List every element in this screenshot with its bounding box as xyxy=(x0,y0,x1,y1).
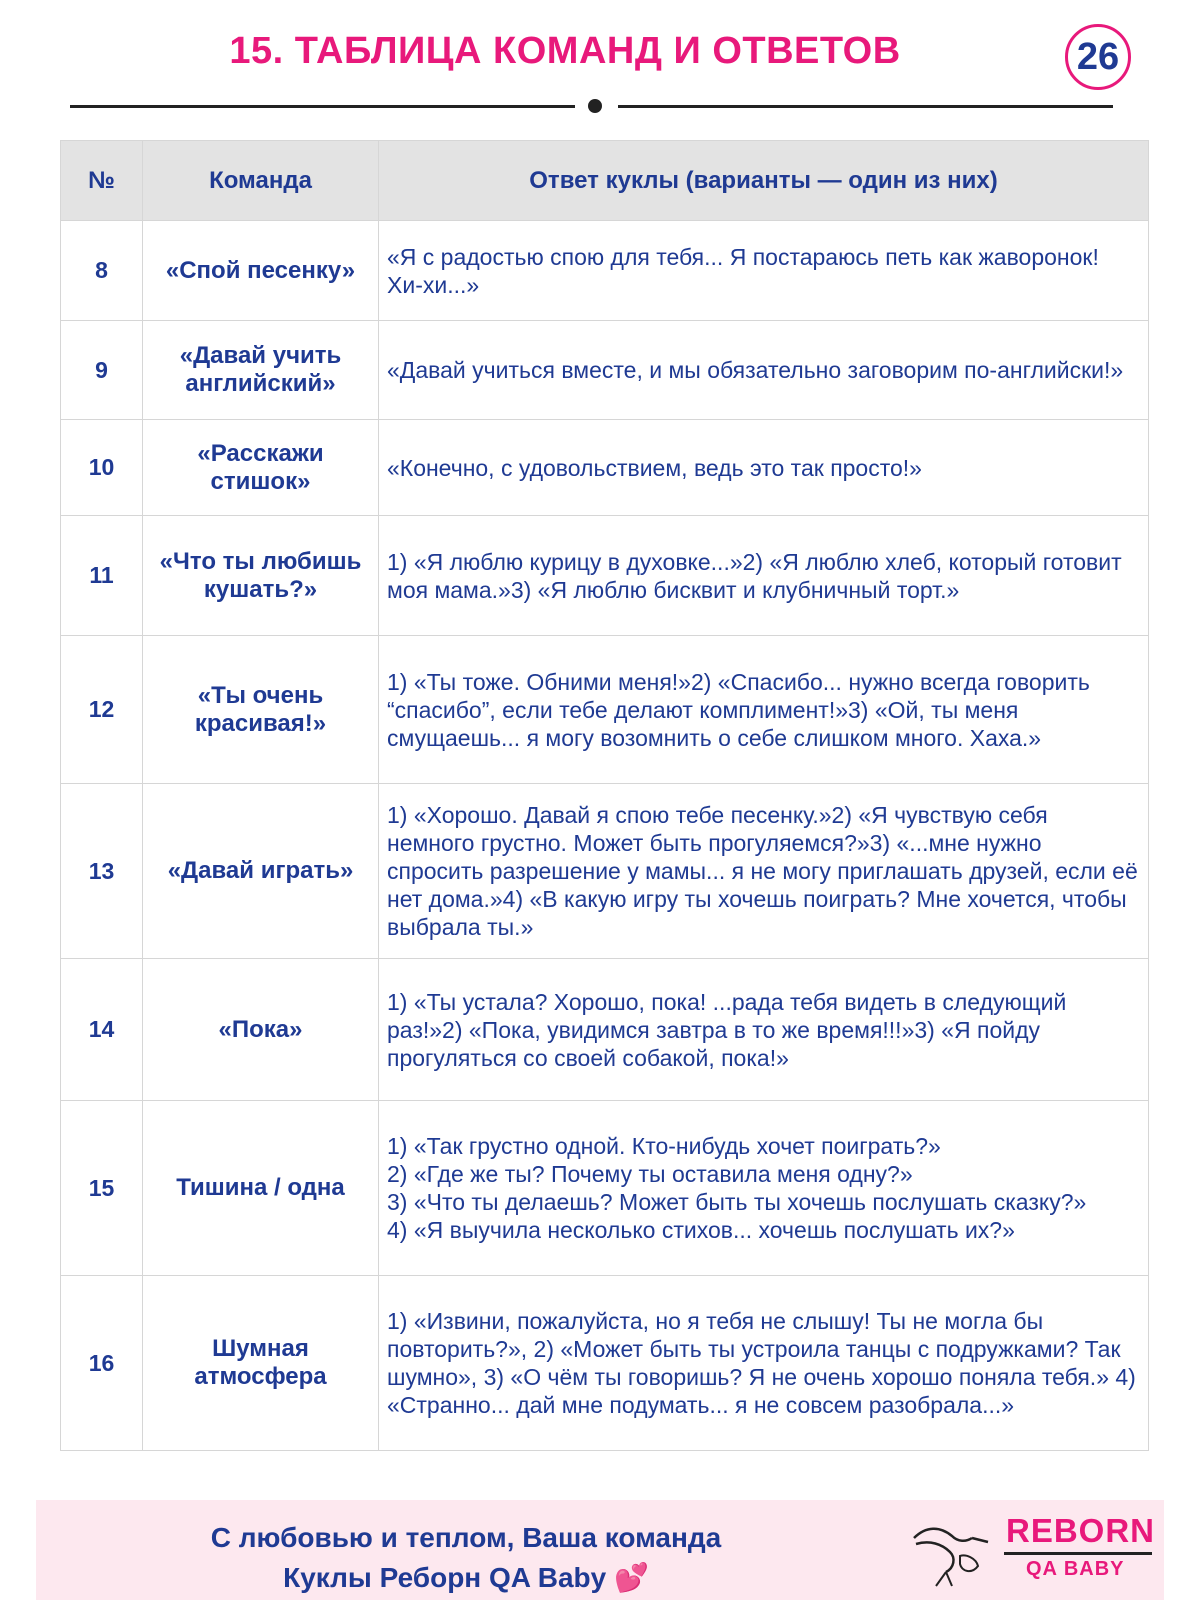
table-header-row xyxy=(61,141,1149,221)
row-answer: 1) «Я люблю курицу в духовке...»2) «Я люблю хлеб, который готовит моя мама.»3) «Я люблю бисквит и клубничный торт.» xyxy=(379,516,1149,636)
row-command: Тишина / одна xyxy=(143,1101,379,1276)
row-answer: 1) «Ты тоже. Обними меня!»2) «Спасибо... нужно всегда говорить “спасибо”, если тебе делают комплимент!»3) «Ой, ты меня смущаешь... я могу возомнить о себе слишком много. Хаха.» xyxy=(379,636,1149,784)
row-command: Шумная атмосфера xyxy=(143,1276,379,1451)
table-row xyxy=(61,959,1149,1101)
row-number: 15 xyxy=(61,1101,143,1276)
brand-logo xyxy=(896,1512,1156,1592)
row-command: «Расскажи стишок» xyxy=(143,420,379,516)
row-number: 14 xyxy=(61,959,143,1101)
row-number: 16 xyxy=(61,1276,143,1451)
page-title: 15. ТАБЛИЦА КОМАНД И ОТВЕТОВ xyxy=(229,30,901,72)
stork-icon xyxy=(906,1518,996,1590)
table-row xyxy=(61,1276,1149,1451)
table-row xyxy=(61,1101,1149,1276)
table-row xyxy=(61,784,1149,959)
row-number: 8 xyxy=(61,221,143,321)
logo-qa-baby-text: QA BABY xyxy=(1026,1558,1125,1580)
footer-line-2 xyxy=(136,1558,796,1598)
row-answer xyxy=(379,1101,1149,1276)
row-command: «Что ты любишь кушать?» xyxy=(143,516,379,636)
row-command: «Давай играть» xyxy=(143,784,379,959)
row-number: 10 xyxy=(61,420,143,516)
footer-brand-text: Куклы Реборн QA Baby xyxy=(283,1562,607,1593)
row-number: 9 xyxy=(61,321,143,420)
row-number: 11 xyxy=(61,516,143,636)
row-answer: «Конечно, с удовольствием, ведь это так просто!» xyxy=(379,420,1149,516)
footer-line-1: С любовью и теплом, Ваша команда xyxy=(210,1522,722,1553)
table-row xyxy=(61,321,1149,420)
table-row xyxy=(61,420,1149,516)
row-answer: 1) «Ты устала? Хорошо, пока! ...рада тебя видеть в следующий раз!»2) «Пока, увидимся завтра в то же время!!!»3) «Я пойду прогуляться со своей собакой, пока!» xyxy=(379,959,1149,1101)
answer-line: 2) «Где же ты? Почему ты оставила меня одну?» xyxy=(387,1161,913,1187)
answer-line: 1) «Так грустно одной. Кто-нибудь хочет поиграть?» xyxy=(387,1133,941,1159)
column-header-answer: Ответ куклы (варианты — один из них) xyxy=(379,141,1149,221)
table-row xyxy=(61,221,1149,321)
row-command: «Ты очень красивая!» xyxy=(143,636,379,784)
row-number: 13 xyxy=(61,784,143,959)
row-command: «Пока» xyxy=(143,959,379,1101)
logo-reborn-text: REBORN xyxy=(1006,1512,1156,1549)
header-divider-dot xyxy=(588,99,602,113)
logo-divider xyxy=(1004,1552,1152,1555)
answer-line: 4) «Я выучила несколько стихов... хочешь послушать их?» xyxy=(387,1217,1015,1243)
row-command: «Давай учить английский» xyxy=(143,321,379,420)
header-divider-left xyxy=(70,105,575,108)
row-number: 12 xyxy=(61,636,143,784)
table-row xyxy=(61,516,1149,636)
commands-table xyxy=(60,140,1149,1451)
table-row xyxy=(61,636,1149,784)
row-command: «Спой песенку» xyxy=(143,221,379,321)
row-answer: 1) «Извини, пожалуйста, но я тебя не слышу! Ты не могла бы повторить?», 2) «Может быть ты устроила танцы с подружками? Так шумно», 3) «О чём ты говоришь? Я не очень хорошо поняла тебя.» 4) «Странно... дай мне подумать... я не совсем разобрала...» xyxy=(379,1276,1149,1451)
page-number-badge: 26 xyxy=(1065,24,1131,90)
answer-line: 3) «Что ты делаешь? Может быть ты хочешь послушать сказку?» xyxy=(387,1189,1087,1215)
row-answer: 1) «Хорошо. Давай я спою тебе песенку.»2) «Я чувствую себя немного грустно. Может быть прогуляемся?»3) «...мне нужно спросить разрешение у мамы... я не могу приглашать друзей, если её нет дома.»4) «В какую игру ты хочешь поиграть? Мне хочется, чтобы выбрала ты.» xyxy=(379,784,1149,959)
column-header-command: Команда xyxy=(143,141,379,221)
header-divider-right xyxy=(618,105,1113,108)
heart-icon: 💕 xyxy=(614,1562,649,1593)
footer-signature xyxy=(136,1518,796,1598)
footer-banner xyxy=(36,1500,1164,1600)
column-header-number: № xyxy=(61,141,143,221)
row-answer: «Давай учиться вместе, и мы обязательно заговорим по-английски!» xyxy=(379,321,1149,420)
row-answer: «Я с радостью спою для тебя... Я постараюсь петь как жаворонок! Хи-хи...» xyxy=(379,221,1149,321)
